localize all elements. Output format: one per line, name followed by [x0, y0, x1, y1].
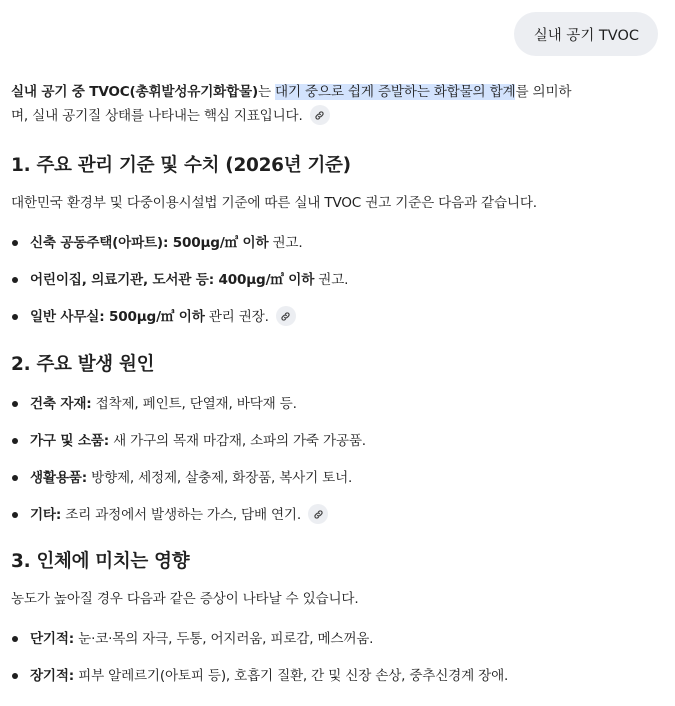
list-item — [11, 431, 651, 468]
source-link-button[interactable] — [310, 105, 330, 125]
section-title: 1. 주요 관리 기준 및 수치 (2026년 기준) — [11, 155, 351, 176]
link-icon — [313, 509, 324, 520]
list-item-label: 생활용품: — [30, 470, 87, 486]
list-item-text: 눈·코·목의 자극, 두통, 어지러움, 피로감, 메스꺼움. — [74, 631, 374, 647]
list-item — [11, 505, 651, 542]
section-description: 농도가 높아질 경우 다음과 같은 증상이 나타날 수 있습니다. — [11, 591, 359, 607]
list-item-text: 권고. — [268, 235, 303, 251]
list-item-text: 권고. — [314, 272, 349, 288]
list-item — [11, 270, 651, 307]
section-title: 3. 인체에 미치는 영향 — [11, 551, 190, 572]
list-item-label: 가구 및 소품: — [30, 433, 109, 449]
bullet-dot — [12, 673, 18, 679]
link-icon — [314, 110, 325, 121]
list-item-label: 단기적: — [30, 631, 75, 647]
list-item-text: 방향제, 세정제, 살충제, 화장품, 복사기 토너. — [86, 470, 353, 486]
list-item — [11, 394, 651, 431]
bullet-dot — [12, 438, 18, 444]
intro-highlight: 대기 중으로 쉽게 증발하는 화합물의 합계 — [275, 84, 516, 100]
bullet-dot — [12, 240, 18, 246]
list-item-text: 새 가구의 목재 마감재, 소파의 가죽 가공품. — [108, 433, 366, 449]
list-item — [11, 629, 651, 666]
bullet-dot — [12, 401, 18, 407]
intro-paragraph — [11, 80, 651, 128]
list-item-label: 어린이집, 의료기관, 도서관 등: 400μg/㎥ 이하 — [30, 272, 315, 288]
list-item — [11, 307, 651, 344]
bullet-dot — [12, 512, 18, 518]
bullet-dot — [12, 277, 18, 283]
list-item — [11, 468, 651, 505]
list-item — [11, 233, 651, 270]
section-description: 대한민국 환경부 및 다중이용시설법 기준에 따른 실내 TVOC 권고 기준은 다음과 같습니다. — [11, 195, 537, 211]
bullet-list — [11, 394, 651, 542]
intro-rest-line2: 며, 실내 공기질 상태를 나타내는 핵심 지표입니다. — [11, 108, 303, 124]
link-icon — [280, 311, 291, 322]
list-item-text: 조리 과정에서 발생하는 가스, 담배 연기. — [61, 507, 301, 523]
bullet-dot — [12, 314, 18, 320]
source-link-button[interactable] — [276, 306, 296, 326]
list-item-label: 장기적: — [30, 668, 75, 684]
bullet-dot — [12, 636, 18, 642]
intro-particle: 는 — [257, 84, 276, 100]
bullet-list — [11, 233, 651, 344]
bullet-dot — [12, 475, 18, 481]
bullet-list — [11, 629, 651, 703]
list-item-text: 피부 알레르기(아토피 등), 호흡기 질환, 간 및 신장 손상, 중추신경계 장애. — [74, 668, 509, 684]
list-item-text: 관리 권장. — [204, 309, 269, 325]
user-message-bubble — [514, 12, 658, 56]
section-title: 2. 주요 발생 원인 — [11, 354, 155, 375]
intro-rest-line1: 를 의미하 — [515, 84, 572, 100]
user-message-text: 실내 공기 TVOC — [533, 27, 639, 44]
list-item-text: 접착제, 페인트, 단열재, 바닥재 등. — [91, 396, 297, 412]
list-item — [11, 666, 651, 703]
list-item-label: 기타: — [30, 507, 62, 523]
list-item-label: 건축 자재: — [30, 396, 92, 412]
source-link-button[interactable] — [308, 504, 328, 524]
list-item-label: 일반 사무실: 500μg/㎥ 이하 — [30, 309, 205, 325]
list-item-label: 신축 공동주택(아파트): 500μg/㎥ 이하 — [30, 235, 269, 251]
intro-bold-term: 실내 공기 중 TVOC(총휘발성유기화합물) — [11, 84, 258, 100]
